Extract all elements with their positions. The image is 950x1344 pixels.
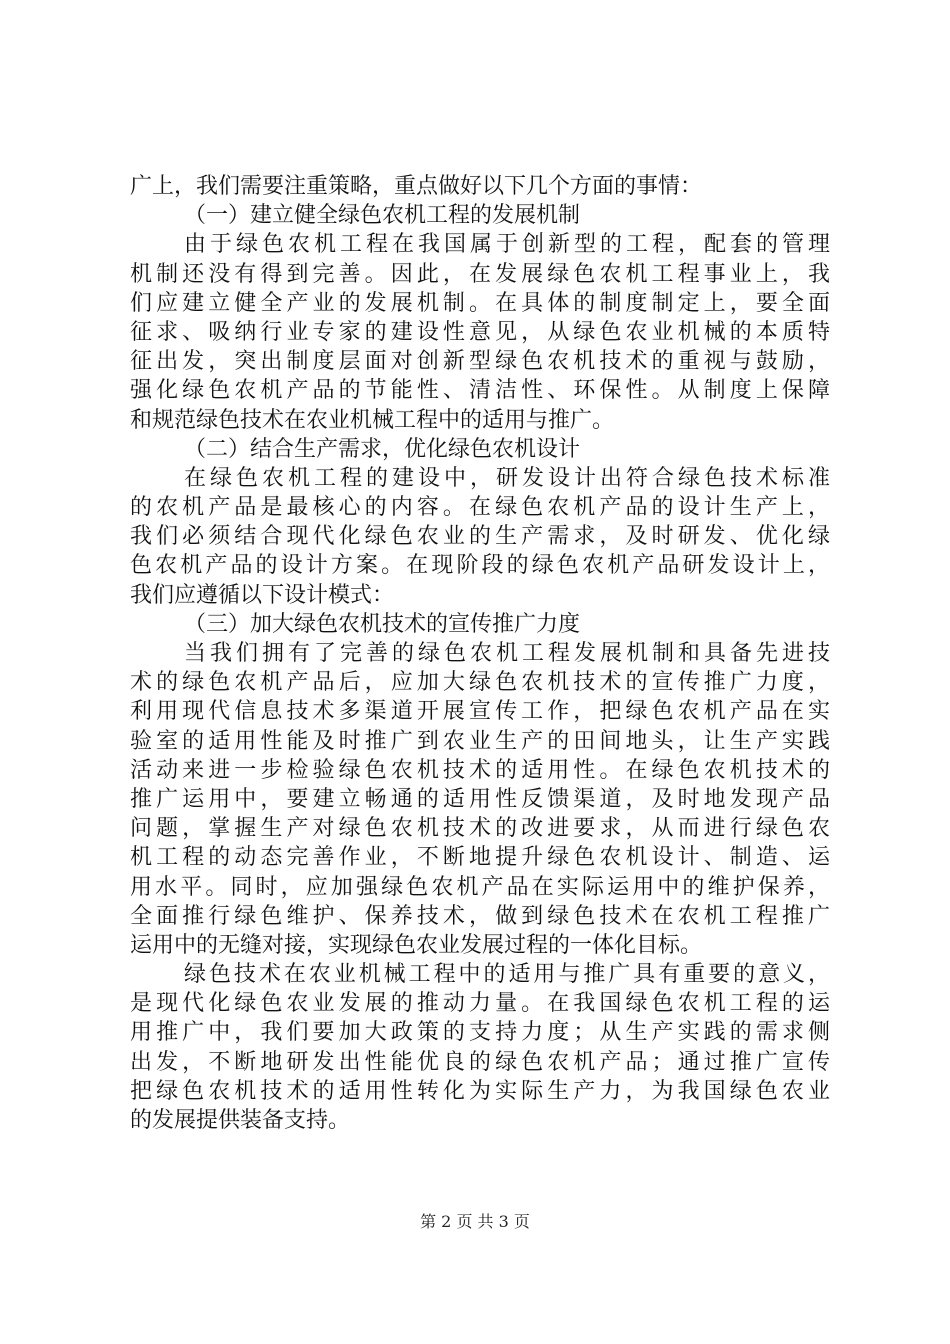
text-line: 征出发，突出制度层面对创新型绿色农机技术的重视与鼓励， [130,349,830,375]
page-footer: 第 2 页 共 3 页 [420,1212,530,1231]
text-line: 征求、吸纳行业专家的建设性意见，从绿色农业机械的本质特 [130,319,830,345]
text-line: 问题，掌握生产对绿色农机技术的改进要求，从而进行绿色农 [130,816,830,842]
text-line: 运用中的无缝对接，实现绿色农业发展过程的一体化目标。 [130,932,703,958]
text-line: 验室的适用性能及时推广到农业生产的田间地头，让生产实践 [130,728,830,754]
text-line: 我们必须结合现代化绿色农业的生产需求，及时研发、优化绿 [130,524,830,550]
text-line: 全面推行绿色维护、保养技术，做到绿色技术在农机工程推广 [130,903,830,929]
section-heading: （一）建立健全绿色农机工程的发展机制 [184,203,581,229]
text-line: 利用现代信息技术多渠道开展宣传工作，把绿色农机产品在实 [130,699,830,725]
text-line: 们应建立健全产业的发展机制。在具体的制度制定上，要全面 [130,290,830,316]
text-line: 推广运用中，要建立畅通的适用性反馈渠道，及时地发现产品 [130,786,830,812]
text-line: 活动来进一步检验绿色农机技术的适用性。在绿色农机技术的 [130,757,830,783]
text-line: 当我们拥有了完善的绿色农机工程发展机制和具备先进技 [184,641,830,666]
text-line: 在绿色农机工程的建设中，研发设计出符合绿色技术标准 [184,465,830,491]
text-line: 我们应遵循以下设计模式： [130,582,395,608]
text-line: 用推广中，我们要加大政策的支持力度；从生产实践的需求侧 [130,1020,830,1046]
text-line: 用水平。同时，应加强绿色农机产品在实际运用中的维护保养， [130,874,830,900]
text-line: 机制还没有得到完善。因此，在发展绿色农机工程事业上，我 [130,261,830,287]
text-line: 的农机产品是最核心的内容。在绿色农机产品的设计生产上， [130,495,830,521]
text-line: 把绿色农机技术的适用性转化为实际生产力，为我国绿色农业 [130,1078,830,1104]
text-line: 色农机产品的设计方案。在现阶段的绿色农机产品研发设计上， [130,553,830,579]
text-line: 广上，我们需要注重策略，重点做好以下几个方面的事情： [130,174,703,199]
text-line: 是现代化绿色农业发展的推动力量。在我国绿色农机工程的运 [130,991,830,1017]
text-line: 由于绿色农机工程在我国属于创新型的工程，配套的管理 [184,232,830,258]
text-line: 出发，不断地研发出性能优良的绿色农机产品；通过推广宣传 [130,1049,830,1075]
section-heading: （二）结合生产需求，优化绿色农机设计 [184,436,581,462]
text-line: 和规范绿色技术在农业机械工程中的适用与推广。 [130,407,615,433]
text-line: 术的绿色农机产品后，应加大绿色农机技术的宣传推广力度， [130,670,830,696]
text-line: 强化绿色农机产品的节能性、清洁性、环保性。从制度上保障 [130,378,830,404]
text-line: 的发展提供装备支持。 [130,1108,351,1133]
document-body [130,172,830,1135]
text-line: 绿色技术在农业机械工程中的适用与推广具有重要的意义， [184,962,830,988]
text-line: 机工程的动态完善作业，不断地提升绿色农机设计、制造、运 [130,845,830,871]
section-heading: （三）加大绿色农机技术的宣传推广力度 [184,611,581,637]
